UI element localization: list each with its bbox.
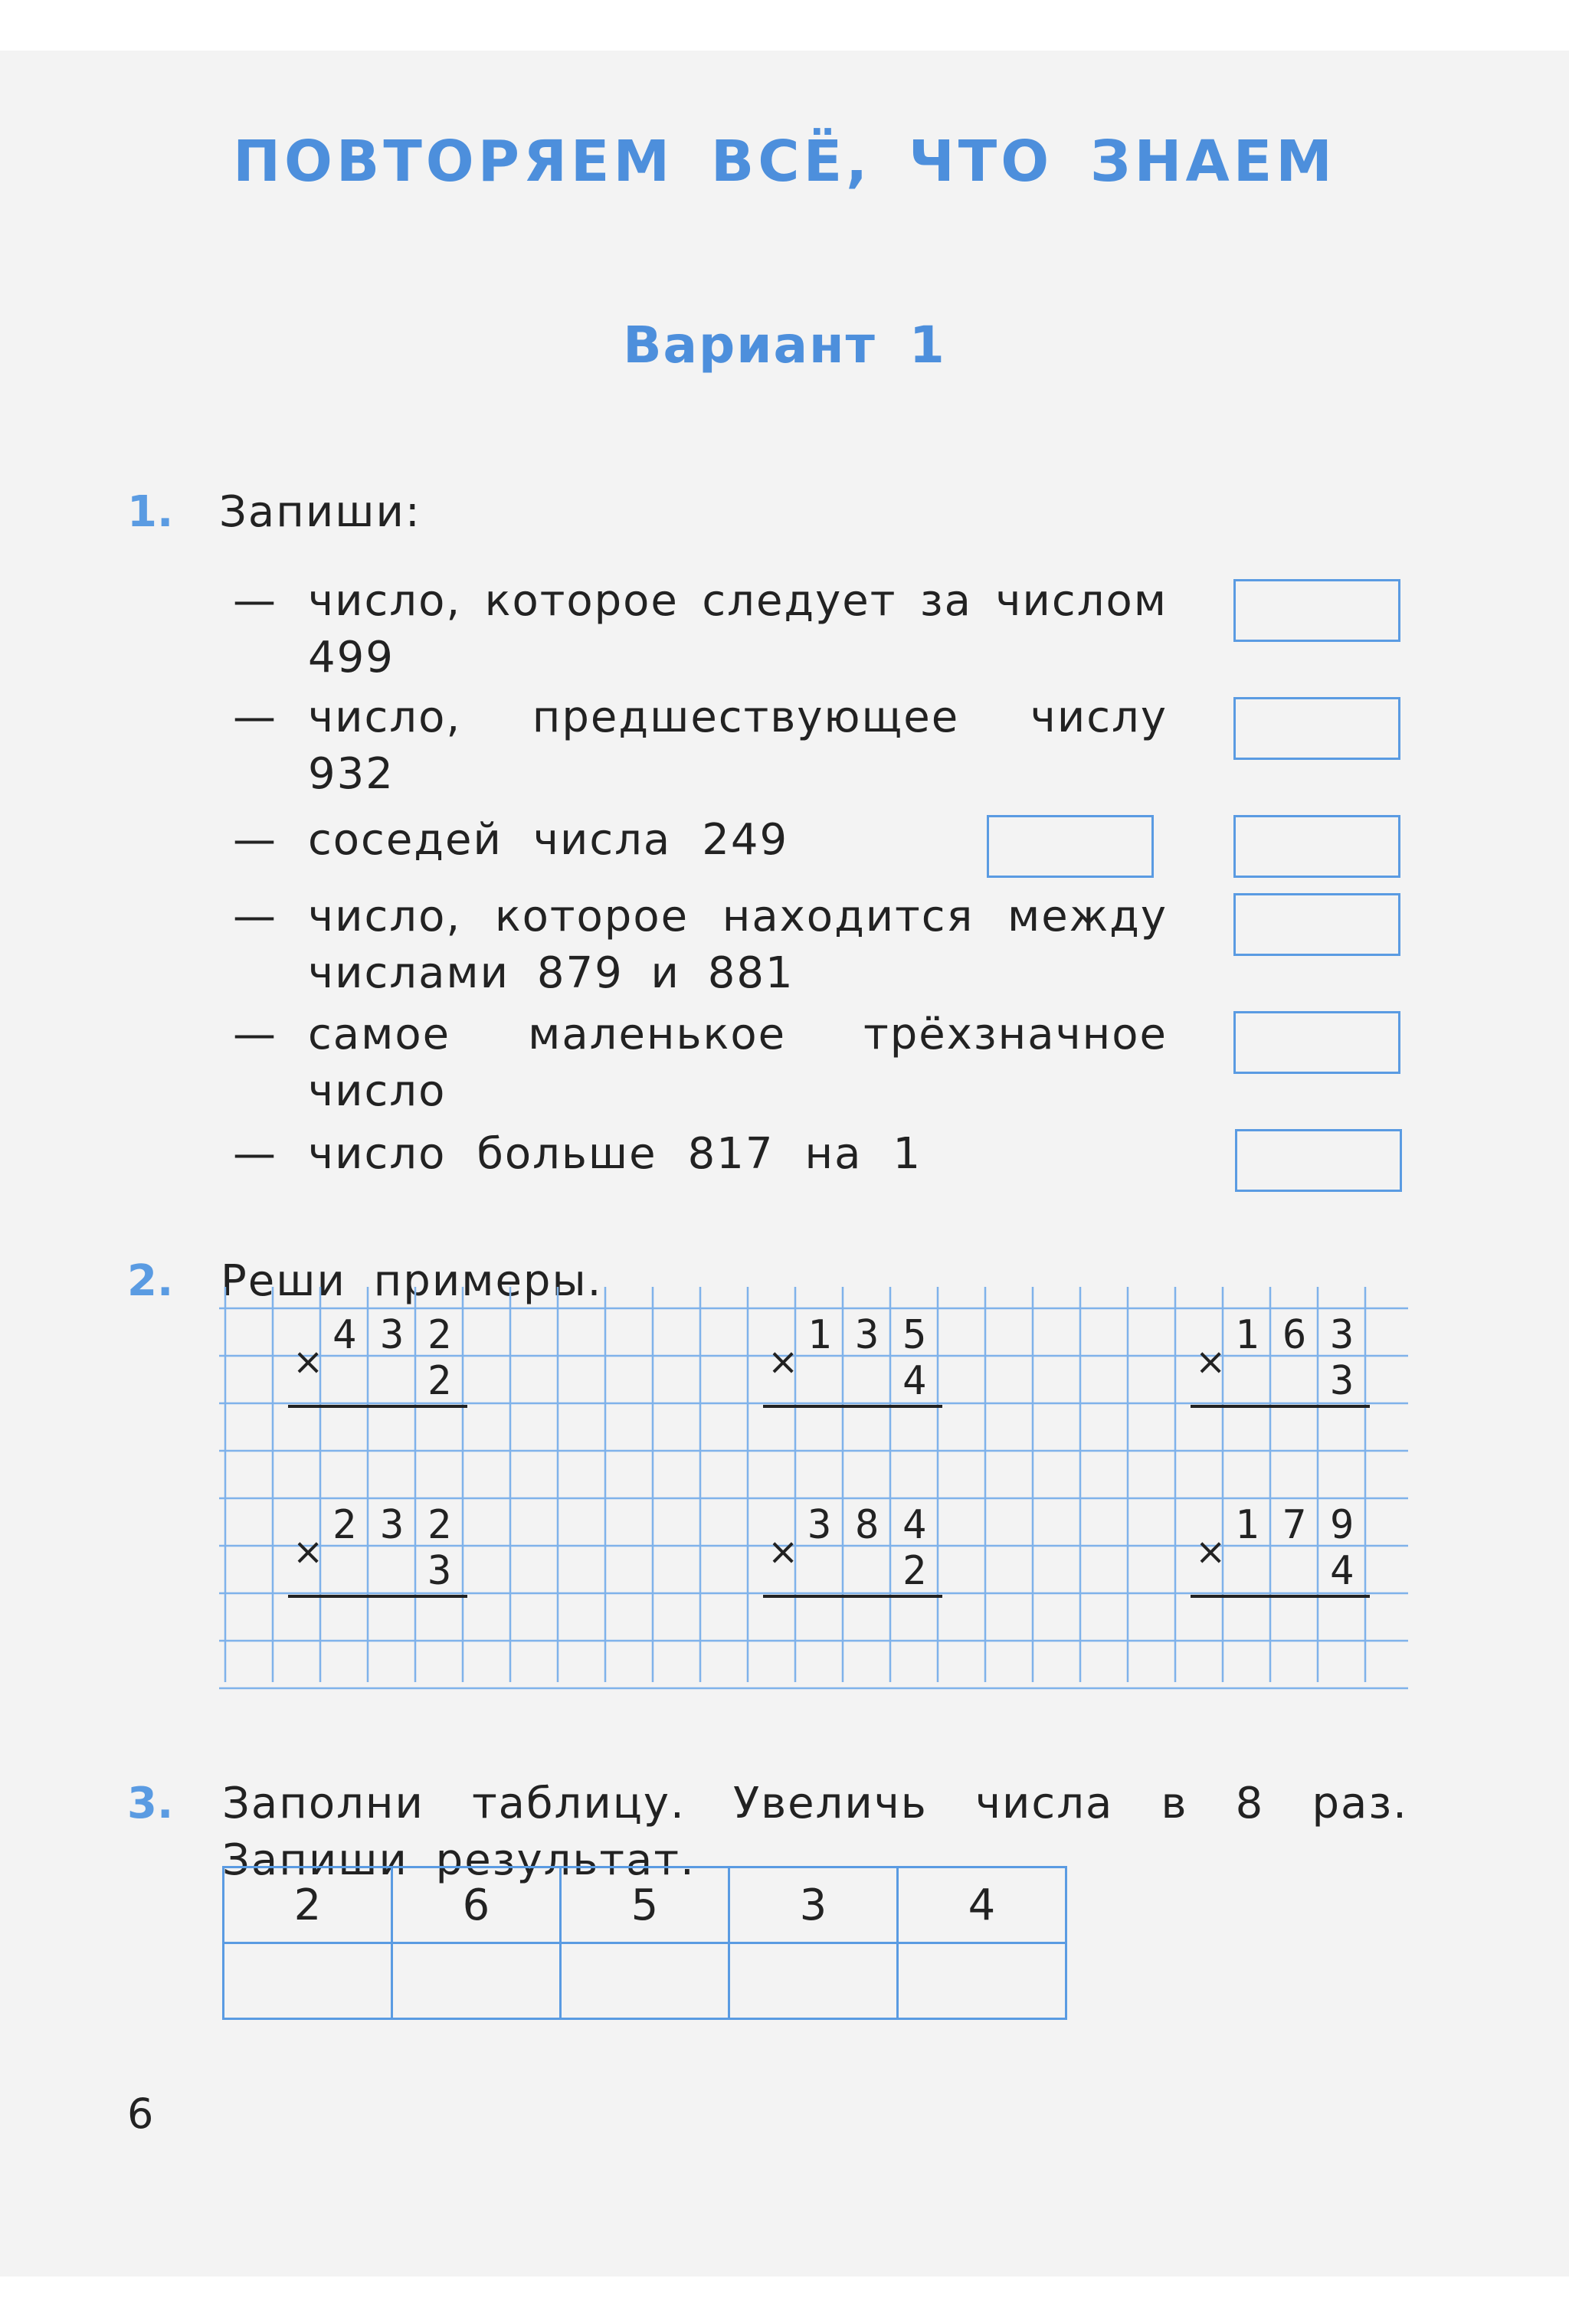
answer-box-1[interactable]: [1233, 579, 1400, 642]
multiplier-digit: 4: [1330, 1548, 1354, 1594]
multiply-sign: ×: [768, 1530, 799, 1573]
multiply-sign: ×: [293, 1530, 324, 1573]
instruction-word: числа: [974, 1779, 1114, 1828]
table-cell-answer[interactable]: [898, 1943, 1066, 2019]
multiplicand-digit: 1: [1235, 1502, 1259, 1548]
task3-number: 3.: [127, 1779, 174, 1828]
item-word: число: [308, 1129, 447, 1179]
item-text-line2: числами 879 и 881: [308, 948, 794, 998]
page-title: ПОВТОРЯЕМ ВСЁ, ЧТО ЗНАЕМ: [233, 129, 1336, 195]
item-dash: —: [233, 1129, 276, 1179]
table-cell-value: 4: [898, 1867, 1066, 1943]
multiplication-problem: [1191, 1312, 1370, 1406]
instruction-word: раз.: [1312, 1779, 1408, 1828]
instruction-word: Увеличь: [732, 1779, 928, 1828]
item-word: за: [919, 576, 972, 626]
item-text-line1: [308, 815, 788, 865]
answer-box-4[interactable]: [1233, 893, 1400, 956]
multiplication-problems: [288, 1312, 1370, 1596]
table-cell-value: 6: [392, 1867, 561, 1943]
multiplicand-digit: 8: [855, 1502, 879, 1548]
multiplication-problem: [1191, 1502, 1370, 1596]
multiplicand-digit: 3: [380, 1312, 405, 1358]
multiplication-problem: [763, 1502, 942, 1596]
item-dash: —: [233, 692, 276, 742]
multiplicand-digit: 3: [380, 1502, 405, 1548]
multiplication-grid: [219, 1287, 1408, 1716]
multiplicand-digit: 6: [1282, 1312, 1307, 1358]
item-word: числом: [995, 576, 1168, 626]
item-text-line1: [308, 1129, 922, 1179]
item-text-line1: [308, 892, 1168, 941]
instruction-word: в: [1161, 1779, 1188, 1828]
item-word: которое: [494, 892, 690, 941]
task1-instruction: Запиши:: [219, 487, 421, 537]
table-cell-answer[interactable]: [224, 1943, 392, 2019]
answer-box-5[interactable]: [1233, 1011, 1400, 1074]
item-word: 249: [702, 815, 789, 865]
item-word: число,: [308, 576, 462, 626]
multiplier-digit: 2: [427, 1358, 452, 1404]
table-cell-value: 3: [729, 1867, 898, 1943]
multiplication-problem: [288, 1502, 467, 1596]
task2-number: 2.: [127, 1256, 174, 1306]
instruction-word: Заполни: [222, 1779, 424, 1828]
multiplicand-digit: 7: [1282, 1502, 1307, 1548]
item-dash: —: [233, 576, 276, 626]
multiplication-problem: [763, 1312, 942, 1406]
multiplicand-digit: 5: [902, 1312, 927, 1358]
answer-box-6[interactable]: [1235, 1129, 1402, 1192]
item-text-line2: 499: [308, 633, 395, 682]
multiply-sign: ×: [1195, 1340, 1227, 1383]
item-text-line1: [308, 1010, 1168, 1059]
answer-box-2[interactable]: [1233, 697, 1400, 760]
multiplicand-digit: 2: [427, 1312, 452, 1358]
item-dash: —: [233, 815, 276, 865]
item-word: предшествующее: [532, 692, 960, 742]
item-word: на: [804, 1129, 863, 1179]
multiplicand-digit: 2: [332, 1502, 357, 1548]
item-word: число,: [308, 892, 462, 941]
variant-heading: Вариант 1: [623, 316, 946, 375]
item-word: 817: [687, 1129, 775, 1179]
multiplicand-digit: 3: [1330, 1312, 1354, 1358]
multiplicand-digit: 1: [807, 1312, 832, 1358]
multiplicand-digit: 1: [1235, 1312, 1259, 1358]
item-text-line2: 932: [308, 749, 395, 799]
multiplier-digit: 3: [427, 1548, 452, 1594]
item-word: больше: [477, 1129, 657, 1179]
item-text-line1: [308, 576, 1168, 626]
multiplicand-digit: 4: [902, 1502, 927, 1548]
item-text-line2: число: [308, 1066, 447, 1116]
item-text-line1: [308, 692, 1168, 742]
item-word: которое: [484, 576, 679, 626]
item-word: следует: [702, 576, 897, 626]
item-dash: —: [233, 1010, 276, 1059]
multiplier-digit: 3: [1330, 1358, 1354, 1404]
item-word: между: [1007, 892, 1168, 941]
table-cell-value: 5: [561, 1867, 729, 1943]
multiplicand-digit: 9: [1330, 1502, 1354, 1548]
table-cell-value: 2: [224, 1867, 392, 1943]
multiply-sign: ×: [768, 1340, 799, 1383]
table-row-values: [224, 1867, 1066, 1943]
multiplier-digit: 4: [902, 1358, 927, 1404]
multiply-sign: ×: [293, 1340, 324, 1383]
answer-box-3b[interactable]: [1233, 815, 1400, 878]
item-word: находится: [722, 892, 974, 941]
item-word: самое: [308, 1010, 451, 1059]
table-cell-answer[interactable]: [392, 1943, 561, 2019]
task1-number: 1.: [127, 487, 174, 537]
item-word: числа: [532, 815, 672, 865]
item-word: трёхзначное: [863, 1010, 1168, 1059]
item-word: 1: [893, 1129, 922, 1179]
table-cell-answer[interactable]: [729, 1943, 898, 2019]
answer-box-3a[interactable]: [987, 815, 1154, 878]
instruction-word: таблицу.: [472, 1779, 686, 1828]
multiplicand-digit: 4: [332, 1312, 357, 1358]
multiplier-digit: 2: [902, 1548, 927, 1594]
item-dash: —: [233, 892, 276, 941]
multiplicand-digit: 2: [427, 1502, 452, 1548]
multiplicand-digit: 3: [807, 1502, 832, 1548]
multiplicand-digit: 3: [855, 1312, 879, 1358]
task3-table: [222, 1866, 1067, 2020]
instruction-word: 8: [1235, 1779, 1265, 1828]
multiply-sign: ×: [1195, 1530, 1227, 1573]
item-word: соседей: [308, 815, 503, 865]
table-row-answers: [224, 1943, 1066, 2019]
item-word: числу: [1030, 692, 1168, 742]
task3-instruction-line2: Запиши результат.: [222, 1835, 696, 1885]
item-word: число,: [308, 692, 462, 742]
task2-instruction: Реши примеры.: [221, 1256, 603, 1306]
page-number: 6: [127, 2090, 154, 2138]
item-word: маленькое: [528, 1010, 787, 1059]
task3-instruction-line1: [222, 1779, 1408, 1828]
table-cell-answer[interactable]: [561, 1943, 729, 2019]
multiplication-problem: [288, 1312, 467, 1406]
